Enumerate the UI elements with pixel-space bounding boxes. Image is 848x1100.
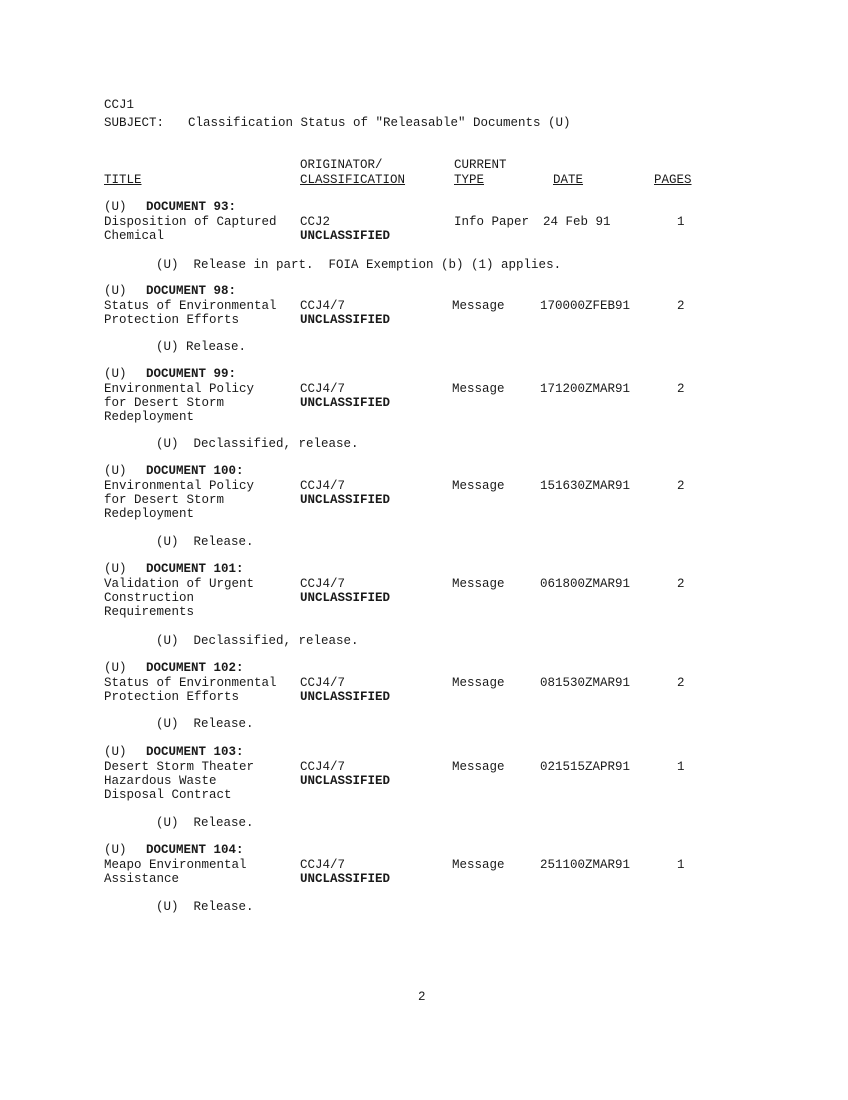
document-date: 170000ZFEB91 xyxy=(540,299,631,313)
document-title-line: Environmental Policy xyxy=(104,479,255,493)
column-originator-line2: CLASSIFICATION xyxy=(300,173,406,187)
originator: CCJ2 xyxy=(300,215,331,229)
page-number: 2 xyxy=(418,990,426,1004)
document-title-line: Redeployment xyxy=(104,507,195,521)
document-title-line: Hazardous Waste xyxy=(104,774,217,788)
release-status: (U) Declassified, release. xyxy=(156,634,359,648)
document-heading: DOCUMENT 101: xyxy=(146,562,244,576)
document-entry xyxy=(0,284,848,356)
originator: CCJ4/7 xyxy=(300,760,346,774)
document-title-line: Protection Efforts xyxy=(104,313,240,327)
document-entry xyxy=(0,661,848,733)
document-title-line: Status of Environmental xyxy=(104,299,277,313)
release-status: (U) Release. xyxy=(156,900,254,914)
classification-marker: (U) xyxy=(104,284,127,298)
document-title-line: Requirements xyxy=(104,605,195,619)
originator: CCJ4/7 xyxy=(300,676,346,690)
document-title-line: Assistance xyxy=(104,872,180,886)
document-entry xyxy=(0,745,848,817)
document-heading: DOCUMENT 98: xyxy=(146,284,237,298)
originator: CCJ4/7 xyxy=(300,299,346,313)
column-type-line2: TYPE xyxy=(454,173,485,187)
document-heading: DOCUMENT 99: xyxy=(146,367,237,381)
document-title-line: Disposal Contract xyxy=(104,788,232,802)
document-entry xyxy=(0,562,848,634)
document-title-line: Protection Efforts xyxy=(104,690,240,704)
document-title-line: Desert Storm Theater xyxy=(104,760,255,774)
document-heading: DOCUMENT 102: xyxy=(146,661,244,675)
classification: UNCLASSIFIED xyxy=(300,591,391,605)
document-entry xyxy=(0,843,848,915)
classification: UNCLASSIFIED xyxy=(300,396,391,410)
classification-marker: (U) xyxy=(104,661,127,675)
classification: UNCLASSIFIED xyxy=(300,690,391,704)
document-entry xyxy=(0,464,848,536)
release-status: (U) Release. xyxy=(156,535,254,549)
classification-marker: (U) xyxy=(104,367,127,381)
classification-marker: (U) xyxy=(104,464,127,478)
page-count: 2 xyxy=(677,577,685,591)
document-heading: DOCUMENT 104: xyxy=(146,843,244,857)
document-date: 171200ZMAR91 xyxy=(540,382,631,396)
column-pages: PAGES xyxy=(654,173,692,187)
classification: UNCLASSIFIED xyxy=(300,493,391,507)
document-title-line: Meapo Environmental xyxy=(104,858,247,872)
page-count: 1 xyxy=(677,215,685,229)
document-entry xyxy=(0,367,848,439)
release-status: (U) Release. xyxy=(156,816,254,830)
document-type: Message xyxy=(452,479,505,493)
classification-marker: (U) xyxy=(104,843,127,857)
document-type: Message xyxy=(452,382,505,396)
classification: UNCLASSIFIED xyxy=(300,872,391,886)
originator: CCJ4/7 xyxy=(300,577,346,591)
document-date: 151630ZMAR91 xyxy=(540,479,631,493)
page-count: 2 xyxy=(677,299,685,313)
document-date: 081530ZMAR91 xyxy=(540,676,631,690)
page-count: 2 xyxy=(677,382,685,396)
document-type: Message xyxy=(452,858,505,872)
document-heading: DOCUMENT 93: xyxy=(146,200,237,214)
classification-marker: (U) xyxy=(104,562,127,576)
page-count: 1 xyxy=(677,760,685,774)
document-type: Message xyxy=(452,577,505,591)
classification: UNCLASSIFIED xyxy=(300,313,391,327)
column-date: DATE xyxy=(553,173,584,187)
document-type: Message xyxy=(452,760,505,774)
page-count: 1 xyxy=(677,858,685,872)
document-date: 021515ZAPR91 xyxy=(540,760,631,774)
release-status: (U) Release. xyxy=(156,717,254,731)
document-date: 061800ZMAR91 xyxy=(540,577,631,591)
classification: UNCLASSIFIED xyxy=(300,229,391,243)
document-type: Message xyxy=(452,299,505,313)
document-heading: DOCUMENT 100: xyxy=(146,464,244,478)
classification-marker: (U) xyxy=(104,200,127,214)
column-originator-line1: ORIGINATOR/ xyxy=(300,158,383,172)
document-title-line: Construction xyxy=(104,591,195,605)
release-status: (U) Declassified, release. xyxy=(156,437,359,451)
document-title-line: Validation of Urgent xyxy=(104,577,255,591)
document-title-line: Environmental Policy xyxy=(104,382,255,396)
document-title-line: for Desert Storm xyxy=(104,396,225,410)
document-type: Message xyxy=(452,676,505,690)
document-code: CCJ1 xyxy=(104,98,135,112)
document-title-line: Chemical xyxy=(104,229,165,243)
originator: CCJ4/7 xyxy=(300,479,346,493)
page-count: 2 xyxy=(677,676,685,690)
document-title-line: Disposition of Captured xyxy=(104,215,277,229)
release-status: (U) Release in part. FOIA Exemption (b) (1) applies. xyxy=(156,258,562,272)
document-date: 24 Feb 91 xyxy=(543,215,611,229)
document-heading: DOCUMENT 103: xyxy=(146,745,244,759)
column-title: TITLE xyxy=(104,173,142,187)
document-title-line: Status of Environmental xyxy=(104,676,277,690)
document-type: Info Paper xyxy=(454,215,530,229)
document-date: 251100ZMAR91 xyxy=(540,858,631,872)
classification: UNCLASSIFIED xyxy=(300,774,391,788)
originator: CCJ4/7 xyxy=(300,382,346,396)
document-title-line: for Desert Storm xyxy=(104,493,225,507)
document-title-line: Redeployment xyxy=(104,410,195,424)
subject-text: Classification Status of "Releasable" Documents (U) xyxy=(188,116,571,130)
page-count: 2 xyxy=(677,479,685,493)
classification-marker: (U) xyxy=(104,745,127,759)
column-type-line1: CURRENT xyxy=(454,158,507,172)
subject-label: SUBJECT: xyxy=(104,116,165,130)
release-status: (U) Release. xyxy=(156,340,247,354)
originator: CCJ4/7 xyxy=(300,858,346,872)
